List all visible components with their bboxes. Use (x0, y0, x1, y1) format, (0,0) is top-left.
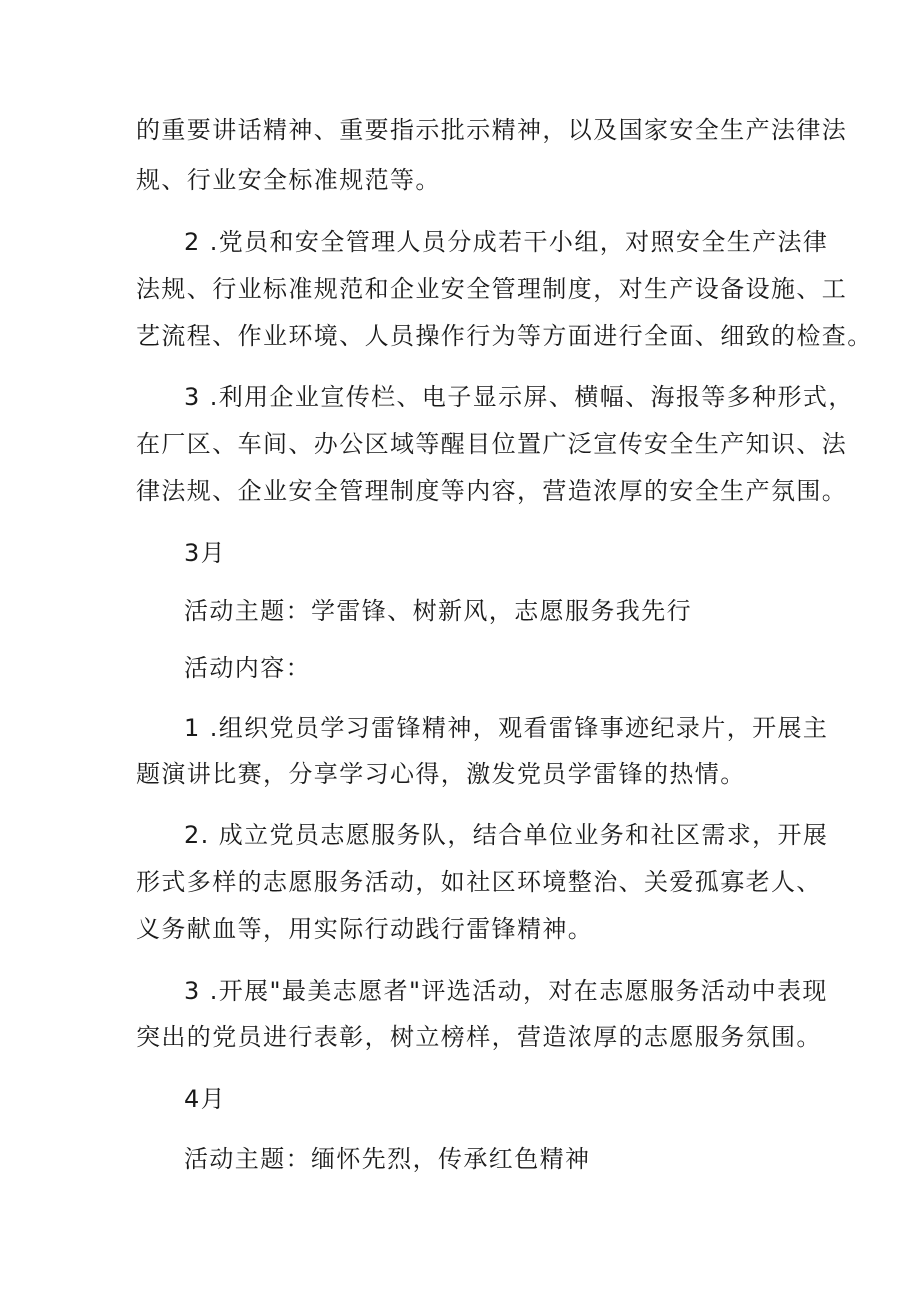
text-line: 律法规、企业安全管理制度等内容，营造浓厚的安全生产氛围。 (136, 477, 848, 505)
text-line: 规、行业安全标准规范等。 (136, 166, 441, 194)
month-heading-march: 3月 (184, 539, 227, 567)
text-line: 在厂区、车间、办公区域等醒目位置广泛宣传安全生产知识、法 (136, 430, 848, 458)
april-activity-theme: 活动主题：缅怀先烈，传承红色精神 (184, 1145, 591, 1173)
text-line: 的重要讲话精神、重要指示批示精神，以及国家安全生产法律法 (136, 116, 848, 144)
text-line: 3 .利用企业宣传栏、电子显示屏、横幅、海报等多种形式， (184, 383, 854, 411)
text-line: 3 .开展"最美志愿者"评选活动，对在志愿服务活动中表现 (184, 977, 828, 1005)
march-activity-theme: 活动主题：学雷锋、树新风，志愿服务我先行 (184, 597, 692, 625)
text-line: 2. 成立党员志愿服务队，结合单位业务和社区需求，开展 (184, 821, 829, 849)
text-line: 2 .党员和安全管理人员分成若干小组，对照安全生产法律 (184, 228, 829, 256)
text-line: 突出的党员进行表彰，树立榜样，营造浓厚的志愿服务氛围。 (136, 1023, 822, 1051)
text-line: 法规、行业标准规范和企业安全管理制度，对生产设备设施、工 (136, 275, 848, 303)
text-line: 1 .组织党员学习雷锋精神，观看雷锋事迹纪录片，开展主 (184, 714, 829, 742)
text-line: 艺流程、作业环境、人员操作行为等方面进行全面、细致的检查。 (136, 322, 873, 350)
march-activity-content-label: 活动内容： (184, 654, 311, 682)
month-heading-april: 4月 (184, 1085, 227, 1113)
text-line: 形式多样的志愿服务活动，如社区环境整治、关爱孤寡老人、 (136, 868, 822, 896)
text-line: 义务献血等，用实际行动践行雷锋精神。 (136, 915, 594, 943)
text-line: 题演讲比赛，分享学习心得，激发党员学雷锋的热情。 (136, 760, 746, 788)
